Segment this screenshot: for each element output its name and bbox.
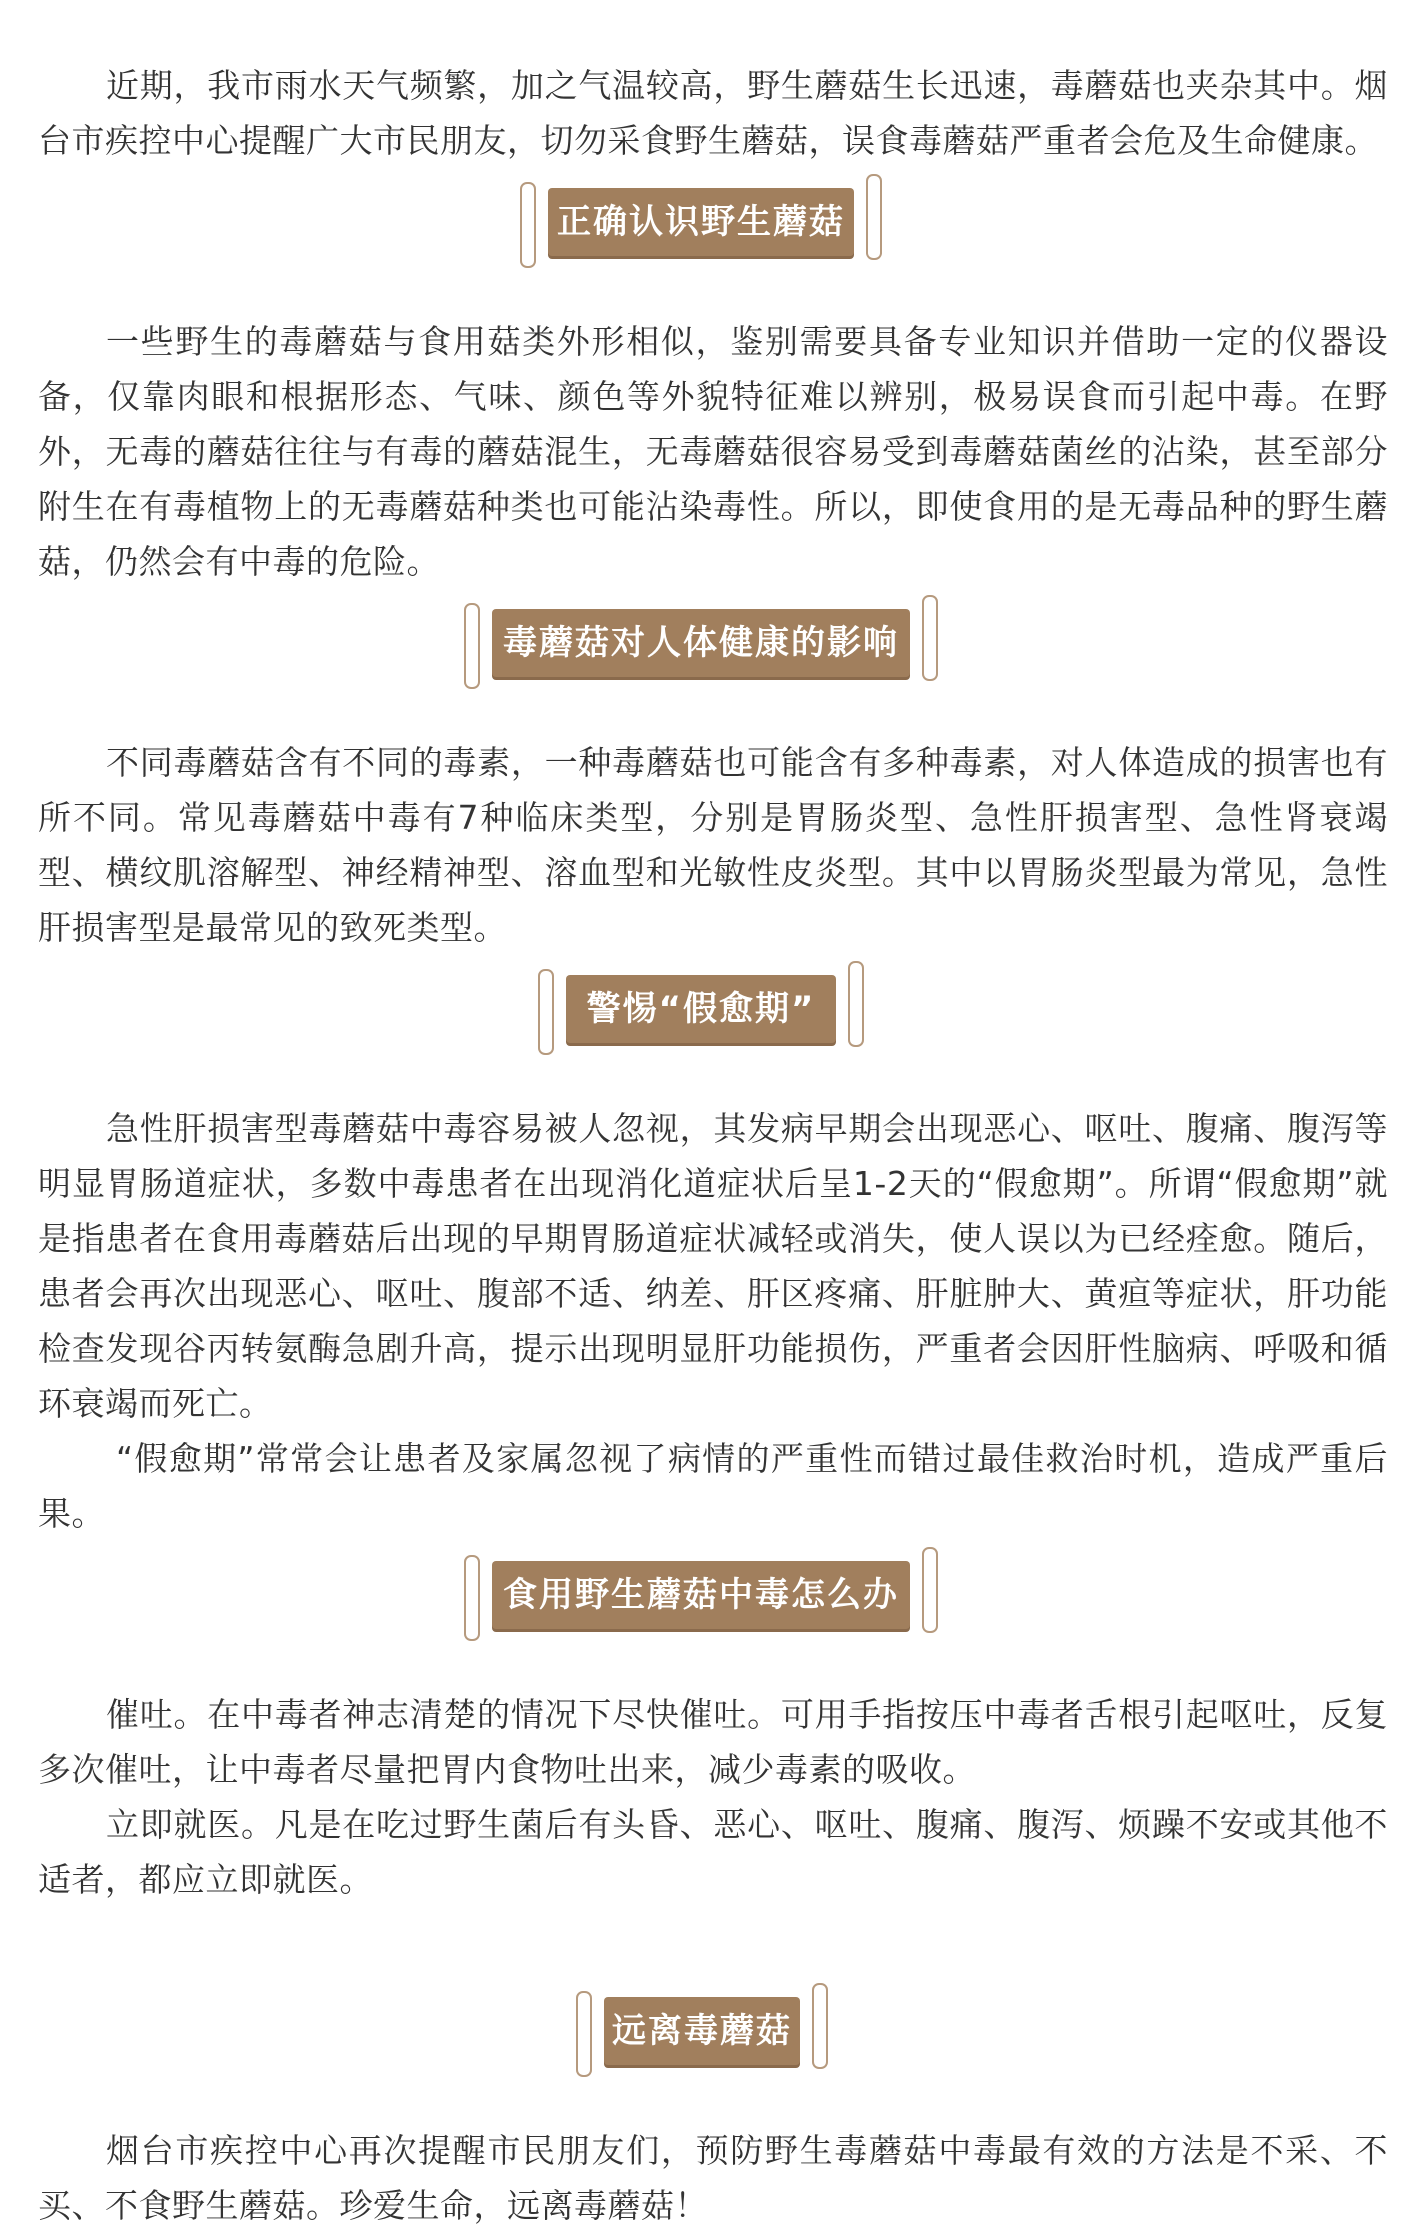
intro-paragraph: 近期，我市雨水天气频繁，加之气温较高，野生蘑菇生长迅速，毒蘑菇也夹杂其中。烟台市疾控中心提醒广大市民朋友，切勿采食野生蘑菇，误食毒蘑菇严重者会危及生命健康。 — [38, 66, 1388, 160]
heading-text: 警惕“假愈期” — [586, 989, 816, 1029]
heading-plaque — [492, 1561, 910, 1629]
section-4-paragraph-2: 立即就医。凡是在吃过野生菌后有头昏、恶心、呕吐、腹痛、腹泻、烦躁不安或其他不适者，都应立即就医。 — [38, 1805, 1388, 1899]
heading-text: 食用野生蘑菇中毒怎么办 — [503, 1575, 899, 1615]
scroll-rod-right — [812, 1983, 828, 2069]
heading-plaque — [548, 188, 854, 256]
heading-plaque — [604, 1997, 800, 2065]
scroll-banner — [604, 1997, 800, 2075]
scroll-rod-left — [464, 603, 480, 689]
article-body — [38, 58, 1388, 2233]
section-3-paragraph-1: 急性肝损害型毒蘑菇中毒容易被人忽视，其发病早期会出现恶心、呕吐、腹痛、腹泻等明显胃肠道症状，多数中毒患者在出现消化道症状后呈1-2天的“假愈期”。所谓“假愈期”就是指患者在食用毒蘑菇后出现的早期胃肠道症状减轻或消失，使人误以为已经痊愈。随后，患者会再次出现恶心、呕吐、腹部不适、纳差、肝区疼痛、肝脏肿大、黄疸等症状，肝功能检查发现谷丙转氨酶急剧升高，提示出现明显肝功能损伤，严重者会因肝性脑病、呼吸和循环衰竭而死亡。 — [38, 1109, 1388, 1423]
scroll-rod-left — [464, 1555, 480, 1641]
scroll-rod-right — [848, 961, 864, 1047]
section-5-paragraph-1: 烟台市疾控中心再次提醒市民朋友们，预防野生毒蘑菇中毒最有效的方法是不采、不买、不食野生蘑菇。珍爱生命，远离毒蘑菇！ — [38, 2131, 1388, 2225]
scroll-rod-right — [866, 174, 882, 260]
section-heading-3 — [38, 955, 1388, 1071]
heading-text: 毒蘑菇对人体健康的影响 — [503, 623, 899, 663]
scroll-rod-left — [520, 182, 536, 268]
scroll-rod-left — [538, 969, 554, 1055]
heading-plaque — [566, 975, 836, 1043]
heading-text: 正确认识野生蘑菇 — [557, 202, 845, 242]
section-heading-4 — [38, 1541, 1388, 1657]
scroll-rod-left — [576, 1991, 592, 2077]
section-1-paragraph-1: 一些野生的毒蘑菇与食用菇类外形相似，鉴别需要具备专业知识并借助一定的仪器设备，仅靠肉眼和根据形态、气味、颜色等外貌特征难以辨别，极易误食而引起中毒。在野外，无毒的蘑菇往往与有毒的蘑菇混生，无毒蘑菇很容易受到毒蘑菇菌丝的沾染，甚至部分附生在有毒植物上的无毒蘑菇种类也可能沾染毒性。所以，即使食用的是无毒品种的野生蘑菇，仍然会有中毒的危险。 — [38, 322, 1388, 581]
section-3-paragraph-2: “假愈期”常常会让患者及家属忽视了病情的严重性而错过最佳救治时机，造成严重后果。 — [38, 1439, 1388, 1533]
scroll-banner — [492, 1561, 910, 1639]
heading-text: 远离毒蘑菇 — [612, 2011, 792, 2051]
section-heading-2 — [38, 589, 1388, 705]
heading-plaque — [492, 609, 910, 677]
section-2-paragraph-1: 不同毒蘑菇含有不同的毒素，一种毒蘑菇也可能含有多种毒素，对人体造成的损害也有所不同。常见毒蘑菇中毒有7种临床类型，分别是胃肠炎型、急性肝损害型、急性肾衰竭型、横纹肌溶解型、神经精神型、溶血型和光敏性皮炎型。其中以胃肠炎型最为常见，急性肝损害型是最常见的致死类型。 — [38, 743, 1388, 947]
scroll-banner — [548, 188, 854, 266]
section-heading-1 — [38, 168, 1388, 284]
scroll-banner — [566, 975, 836, 1053]
scroll-rod-right — [922, 595, 938, 681]
section-4-paragraph-1: 催吐。在中毒者神志清楚的情况下尽快催吐。可用手指按压中毒者舌根引起呕吐，反复多次催吐，让中毒者尽量把胃内食物吐出来，减少毒素的吸收。 — [38, 1695, 1388, 1789]
scroll-rod-right — [922, 1547, 938, 1633]
section-heading-5 — [38, 1977, 1388, 2093]
scroll-banner — [492, 609, 910, 687]
